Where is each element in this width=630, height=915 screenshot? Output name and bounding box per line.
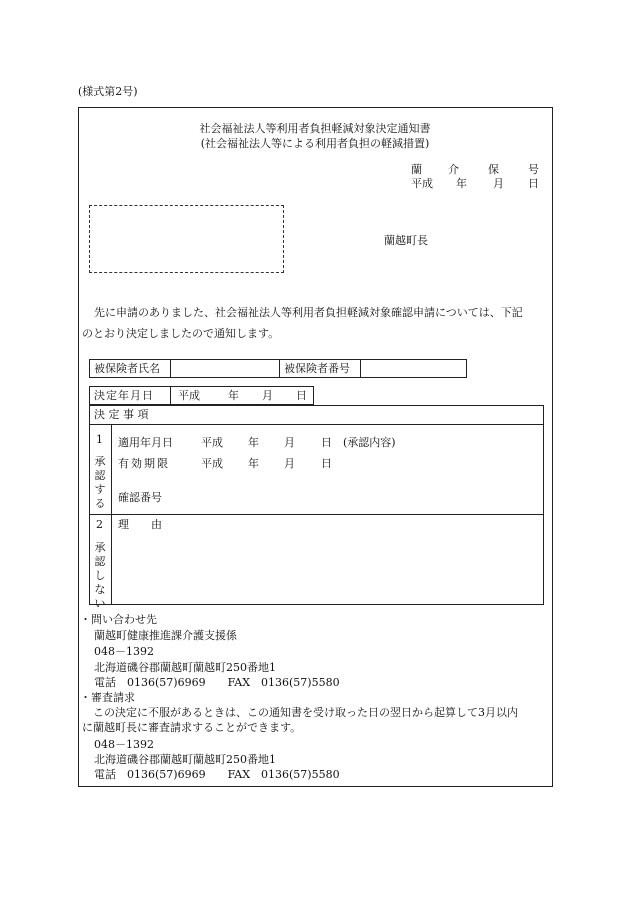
insured-number-field[interactable]: [361, 359, 467, 378]
decision-date-label: 決定年月日: [94, 389, 154, 402]
valid-period-label: 有効期限: [118, 457, 170, 470]
apply-date-label: 適用年月日: [118, 436, 173, 449]
contact-phone: 電話 0136(57)6969 FAX 0136(57)5580: [94, 676, 340, 689]
apply-date-year: 年: [248, 436, 259, 449]
decision-items-label: 決 定 事 項: [94, 408, 149, 421]
doc-number-prefix: 蘭: [411, 163, 422, 176]
contact-heading: ・問い合わせ先: [80, 613, 157, 626]
reject-number: 2: [96, 518, 103, 531]
appeal-heading: ・審査請求: [80, 691, 135, 704]
appeal-postal: 048－1392: [94, 738, 154, 751]
appeal-phone: 電話 0136(57)6969 FAX 0136(57)5580: [94, 768, 340, 781]
certification-number-label: 確認番号: [118, 491, 162, 504]
approve-number: 1: [96, 433, 103, 446]
document-subtitle: (社会福祉法人等による利用者負担の軽減措置): [200, 137, 430, 150]
doc-number-go: 号: [528, 163, 539, 176]
valid-period-year: 年: [248, 457, 259, 470]
form-number: (様式第2号): [78, 85, 138, 98]
insured-number-label: 被保険者番号: [284, 362, 350, 375]
issuer: 蘭越町長: [384, 234, 428, 247]
reject-char-4: な: [94, 583, 106, 596]
reject-char-1: 承: [94, 541, 106, 554]
decision-date-year: 年: [228, 389, 239, 402]
recipient-address-box[interactable]: [89, 205, 284, 273]
valid-period-era: 平成: [201, 457, 223, 470]
reject-char-2: 認: [94, 555, 106, 568]
appeal-line-2: に蘭越町長に審査請求することができます。: [82, 721, 302, 734]
approve-content-note: (承認内容): [343, 436, 396, 449]
doc-date-day: 日: [528, 177, 539, 190]
apply-date-era: 平成: [201, 436, 223, 449]
appeal-address: 北海道磯谷郡蘭越町蘭越町250番地1: [94, 753, 276, 766]
doc-number-kai: 介: [448, 163, 459, 176]
reject-char-5: い: [94, 597, 106, 610]
body-line-2: のとおり決定しましたので通知します。: [82, 327, 280, 340]
approve-char-1: 承: [94, 455, 106, 468]
doc-date-era: 平成: [411, 177, 433, 190]
insured-name-label: 被保険者氏名: [94, 362, 160, 375]
decision-date-day: 日: [296, 389, 307, 402]
appeal-line-1: この決定に不服があるときは、この通知書を受け取った日の翌日から起算して3月以内: [82, 706, 518, 719]
valid-period-month: 月: [284, 457, 295, 470]
approve-char-4: る: [94, 497, 106, 510]
document-title: 社会福祉法人等利用者負担軽減対象決定通知書: [199, 122, 431, 135]
decision-date-era: 平成: [178, 389, 200, 402]
decision-date-month: 月: [262, 389, 273, 402]
doc-date-month: 月: [493, 177, 504, 190]
reject-reason-label: 理 由: [118, 518, 162, 531]
insured-name-field[interactable]: [171, 359, 279, 378]
reject-char-3: し: [94, 569, 106, 582]
apply-date-month: 月: [284, 436, 295, 449]
contact-address: 北海道磯谷郡蘭越町蘭越町250番地1: [94, 661, 276, 674]
body-line-1: 先に申請のありました、社会福祉法人等利用者負担軽減対象確認申請については、下記: [94, 306, 523, 319]
approve-char-3: す: [94, 483, 106, 496]
apply-date-day: 日: [321, 436, 332, 449]
doc-number-ho: 保: [488, 163, 499, 176]
decision-table: [89, 405, 544, 610]
contact-dept: 蘭越町健康推進課介護支援係: [94, 629, 237, 642]
valid-period-day: 日: [321, 457, 332, 470]
contact-postal: 048－1392: [94, 645, 154, 658]
doc-date-year: 年: [456, 177, 467, 190]
approve-char-2: 認: [94, 469, 106, 482]
